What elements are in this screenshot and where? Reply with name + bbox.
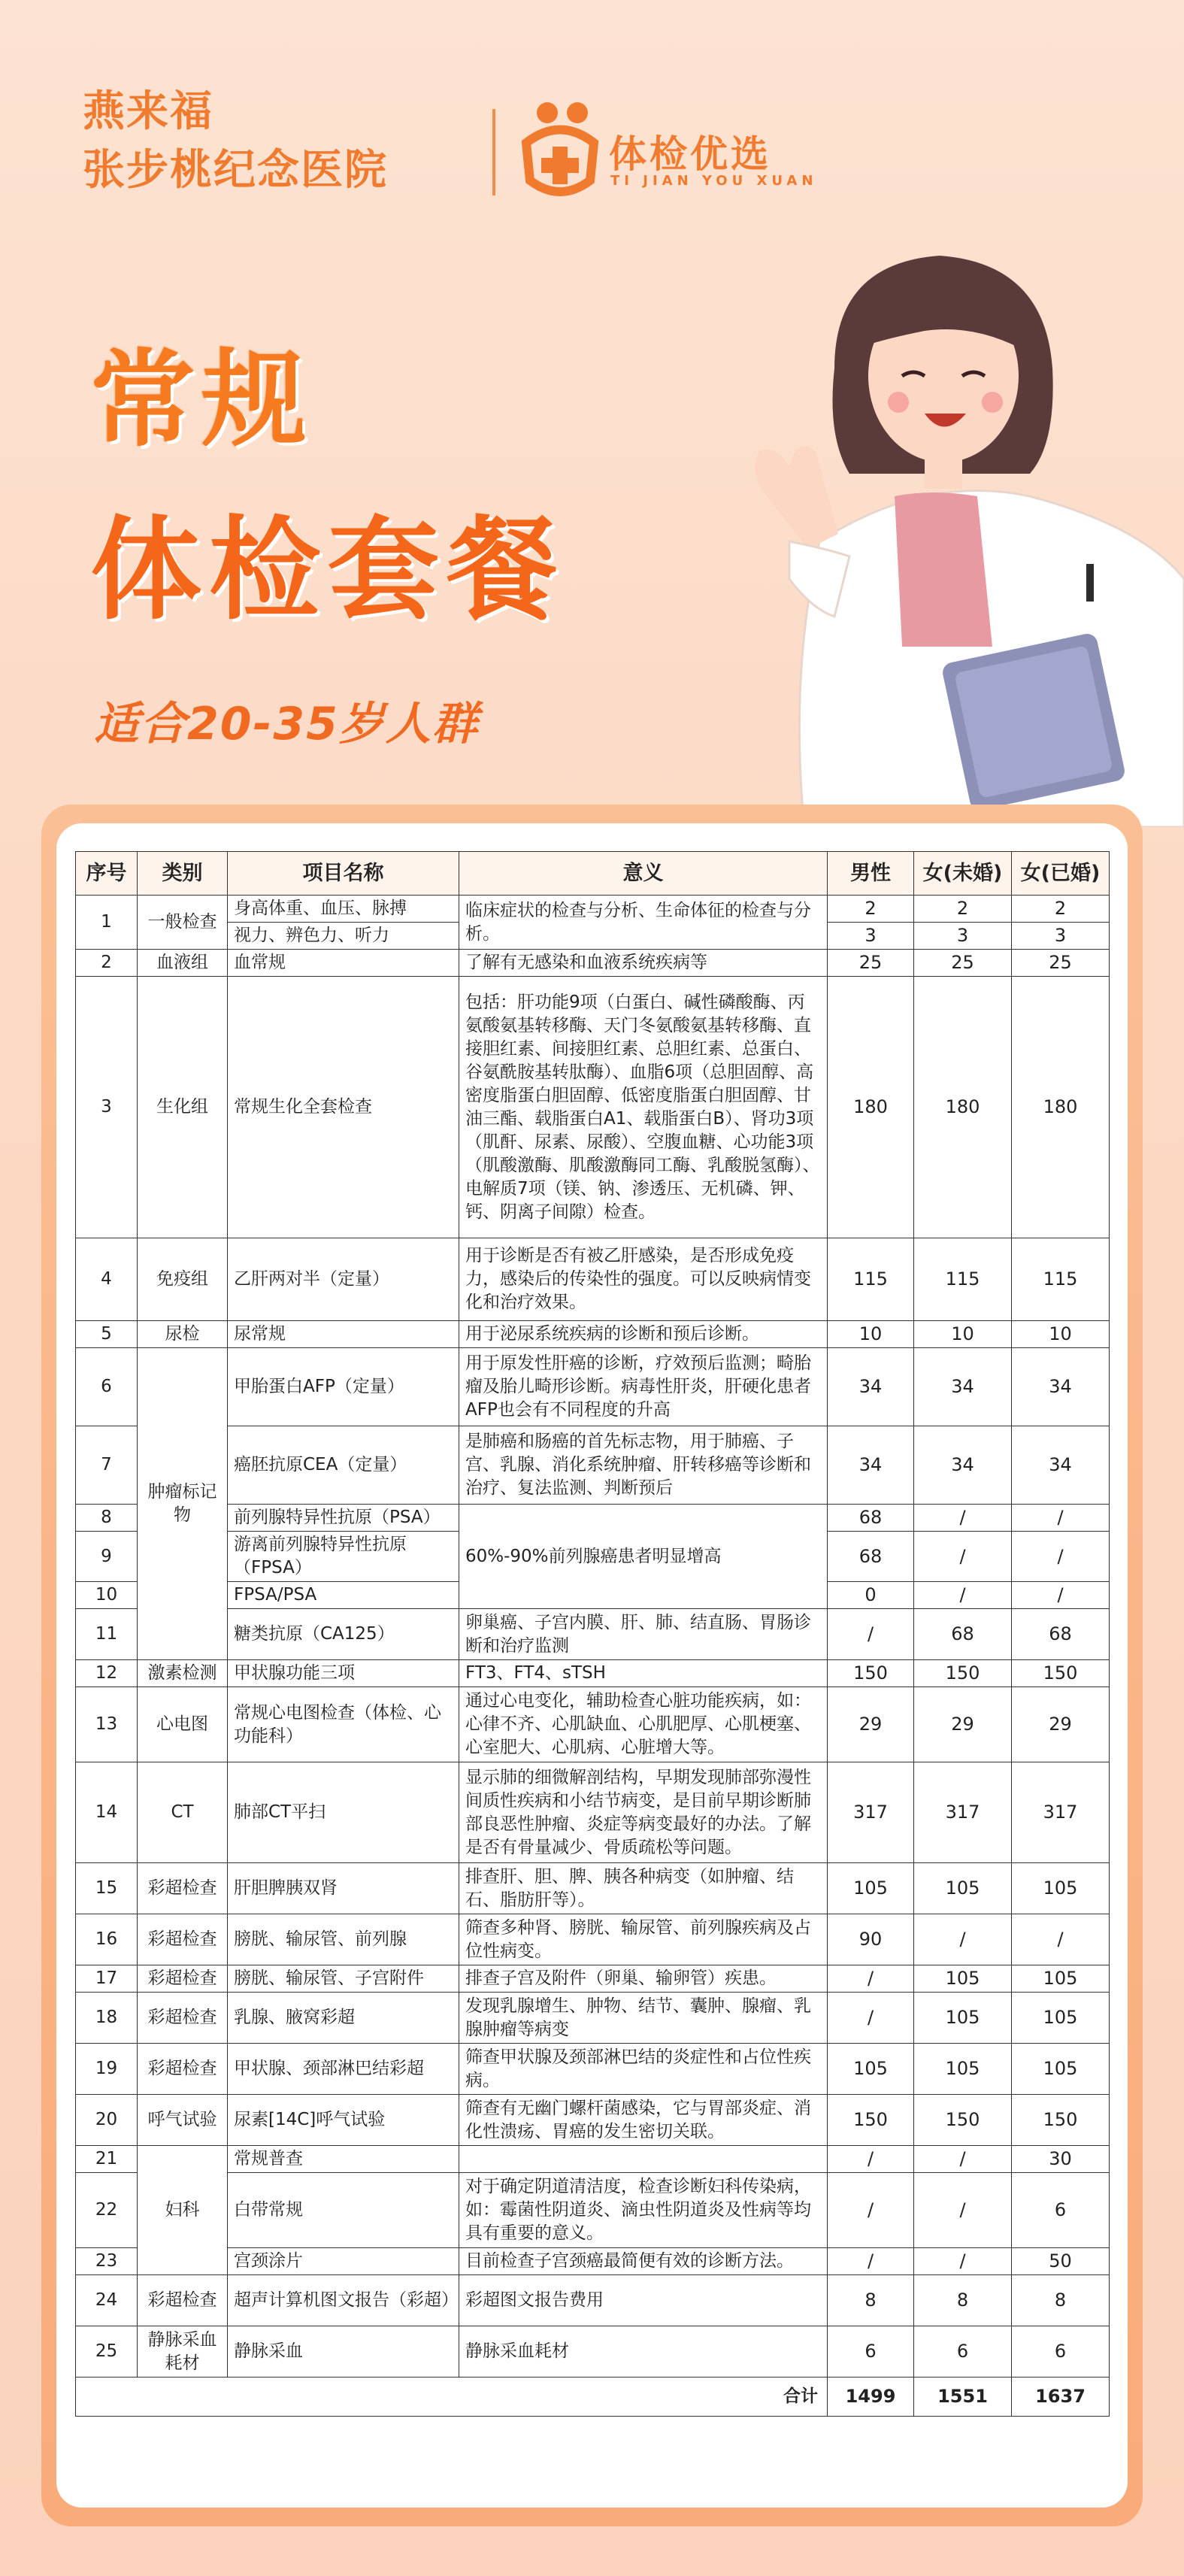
row-meaning: 发现乳腺增生、肿物、结节、囊肿、腺瘤、乳腺肿瘤等病变 xyxy=(459,1993,828,2044)
row-item: 游离前列腺特异性抗原（FPSA） xyxy=(228,1532,459,1582)
row-no: 14 xyxy=(76,1762,138,1863)
row-female-married: 50 xyxy=(1012,2248,1110,2275)
row-no: 3 xyxy=(76,977,138,1238)
row-no: 12 xyxy=(76,1660,138,1687)
table-row xyxy=(76,1762,1110,1863)
row-male: 34 xyxy=(828,1348,914,1426)
row-female-married: 6 xyxy=(1012,2326,1110,2377)
header-female-married: 女(已婚) xyxy=(1012,852,1110,896)
row-category: 呼气试验 xyxy=(138,2095,228,2146)
row-female-married: 2 xyxy=(1012,896,1110,923)
row-category: 尿检 xyxy=(138,1321,228,1348)
row-male: 68 xyxy=(828,1505,914,1532)
table-row xyxy=(76,2173,1110,2248)
row-item: 膀胱、输尿管、前列腺 xyxy=(228,1914,459,1965)
row-no: 13 xyxy=(76,1687,138,1762)
row-meaning: 排查子宫及附件（卵巢、输卵管）疾患。 xyxy=(459,1965,828,1993)
row-category: 彩超检查 xyxy=(138,1965,228,1993)
table-row xyxy=(76,1863,1110,1914)
total-male: 1499 xyxy=(828,2377,914,2417)
row-female-married: 68 xyxy=(1012,1609,1110,1660)
row-category: 彩超检查 xyxy=(138,1863,228,1914)
row-female-married: 150 xyxy=(1012,2095,1110,2146)
table-row xyxy=(76,1609,1110,1660)
header-no: 序号 xyxy=(76,852,138,896)
row-male: / xyxy=(828,2146,914,2173)
header xyxy=(83,83,910,211)
row-category: 彩超检查 xyxy=(138,2044,228,2095)
table-row xyxy=(76,896,1110,923)
row-meaning: 用于诊断是否有被乙肝感染，是否形成免疫力，感染后的传染性的强度。可以反映病情变化和治疗效果。 xyxy=(459,1238,828,1321)
row-item: 血常规 xyxy=(228,950,459,977)
row-item: 视力、辨色力、听力 xyxy=(228,923,459,950)
hospital-name-line2: 张步桃纪念医院 xyxy=(83,146,388,195)
header-category: 类别 xyxy=(138,852,228,896)
row-no: 7 xyxy=(76,1426,138,1505)
row-female-unmarried: 180 xyxy=(914,977,1012,1238)
row-category: 一般检查 xyxy=(138,896,228,950)
row-meaning: 60%-90%前列腺癌患者明显增高 xyxy=(459,1505,828,1609)
row-female-married: 150 xyxy=(1012,1660,1110,1687)
table-row xyxy=(76,977,1110,1238)
row-male: 8 xyxy=(828,2275,914,2326)
row-male: / xyxy=(828,1993,914,2044)
row-meaning: 筛查多种肾、膀胱、输尿管、前列腺疾病及占位性病变。 xyxy=(459,1914,828,1965)
row-meaning: 目前检查子宫颈癌最简便有效的诊断方法。 xyxy=(459,2248,828,2275)
header-meaning: 意义 xyxy=(459,852,828,896)
row-item: FPSA/PSA xyxy=(228,1582,459,1609)
row-male: 34 xyxy=(828,1426,914,1505)
row-male: 317 xyxy=(828,1762,914,1863)
row-male: 68 xyxy=(828,1532,914,1582)
row-meaning: 对于确定阴道清洁度，检查诊断妇科传染病，如：霉菌性阴道炎、滴虫性阴道炎及性病等均具有重要的意义。 xyxy=(459,2173,828,2248)
row-no: 17 xyxy=(76,1965,138,1993)
row-female-unmarried: / xyxy=(914,1505,1012,1532)
row-meaning: 包括：肝功能9项（白蛋白、碱性磷酸酶、丙氨酸氨基转移酶、天门冬氨酸氨基转移酶、直接胆红素、间接胆红素、总胆红素、总蛋白、谷氨酰胺基转肽酶）、血脂6项（总胆固醇、高密度脂蛋白胆固醇、低密度脂蛋白胆固醇、甘油三酯、载脂蛋白A1、载脂蛋白B）、肾功3项（肌酐、尿素、尿酸）、空腹血糖、心功能3项（肌酸激酶、肌酸激酶同工酶、乳酸脱氢酶）、电解质7项（镁、钠、渗透压、无机磷、钾、钙、阴离子间隙）检查。 xyxy=(459,977,828,1238)
table-row xyxy=(76,1914,1110,1965)
row-no: 15 xyxy=(76,1863,138,1914)
row-item: 癌胚抗原CEA（定量） xyxy=(228,1426,459,1505)
row-meaning: 用于泌尿系统疾病的诊断和预后诊断。 xyxy=(459,1321,828,1348)
row-female-married: 105 xyxy=(1012,1863,1110,1914)
row-female-unmarried: / xyxy=(914,2248,1012,2275)
row-no: 22 xyxy=(76,2173,138,2248)
row-item: 静脉采血 xyxy=(228,2326,459,2377)
row-no: 5 xyxy=(76,1321,138,1348)
row-female-married: / xyxy=(1012,1582,1110,1609)
row-category: 彩超检查 xyxy=(138,1993,228,2044)
brand-name: 体检优选 xyxy=(609,132,771,176)
row-female-unmarried: 10 xyxy=(914,1321,1012,1348)
row-female-married: 3 xyxy=(1012,923,1110,950)
row-no: 16 xyxy=(76,1914,138,1965)
row-meaning: 显示肺的细微解剖结构，早期发现肺部弥漫性间质性疾病和小结节病变，是目前早期诊断肺部良恶性肿瘤、炎症等病变最好的办法。了解是否有骨量减少、骨质疏松等问题。 xyxy=(459,1762,828,1863)
row-meaning: 静脉采血耗材 xyxy=(459,2326,828,2377)
total-female-married: 1637 xyxy=(1012,2377,1110,2417)
row-male: / xyxy=(828,2248,914,2275)
row-category: 心电图 xyxy=(138,1687,228,1762)
row-meaning: 了解有无感染和血液系统疾病等 xyxy=(459,950,828,977)
total-label: 合计 xyxy=(76,2377,828,2417)
row-female-married: 105 xyxy=(1012,2044,1110,2095)
row-female-married: 8 xyxy=(1012,2275,1110,2326)
row-category: 彩超检查 xyxy=(138,1914,228,1965)
row-category: 静脉采血耗材 xyxy=(138,2326,228,2377)
row-no: 11 xyxy=(76,1609,138,1660)
table-row xyxy=(76,2275,1110,2326)
header-item: 项目名称 xyxy=(228,852,459,896)
row-no: 23 xyxy=(76,2248,138,2275)
row-item: 甲状腺、颈部淋巴结彩超 xyxy=(228,2044,459,2095)
row-item: 肺部CT平扫 xyxy=(228,1762,459,1863)
row-male: / xyxy=(828,1609,914,1660)
row-female-married: 34 xyxy=(1012,1348,1110,1426)
row-item: 甲胎蛋白AFP（定量） xyxy=(228,1348,459,1426)
hero-title-line1: 常规 xyxy=(90,339,313,462)
row-male: 150 xyxy=(828,2095,914,2146)
table-row xyxy=(76,950,1110,977)
row-female-unmarried: 29 xyxy=(914,1687,1012,1762)
row-female-unmarried: / xyxy=(914,1532,1012,1582)
row-male: 0 xyxy=(828,1582,914,1609)
row-female-unmarried: / xyxy=(914,1914,1012,1965)
row-category: 免疫组 xyxy=(138,1238,228,1321)
row-female-unmarried: 105 xyxy=(914,1863,1012,1914)
row-female-married: 30 xyxy=(1012,2146,1110,2173)
row-male: 150 xyxy=(828,1660,914,1687)
row-category: 彩超检查 xyxy=(138,2275,228,2326)
row-meaning: 卵巢癌、子宫内膜、肝、肺、结直肠、胃肠诊断和治疗监测 xyxy=(459,1609,828,1660)
row-no: 1 xyxy=(76,896,138,950)
row-female-married: 180 xyxy=(1012,977,1110,1238)
row-meaning: 筛查有无幽门螺杆菌感染，它与胃部炎症、消化性溃疡、胃癌的发生密切关联。 xyxy=(459,2095,828,2146)
row-female-unmarried: 150 xyxy=(914,2095,1012,2146)
row-meaning: 通过心电变化，辅助检查心脏功能疾病，如：心律不齐、心肌缺血、心肌肥厚、心肌梗塞、心室肥大、心肌病、心脏增大等。 xyxy=(459,1687,828,1762)
row-female-unmarried: 105 xyxy=(914,1993,1012,2044)
row-category: 激素检测 xyxy=(138,1660,228,1687)
header-female-unmarried: 女(未婚) xyxy=(914,852,1012,896)
row-female-unmarried: 105 xyxy=(914,2044,1012,2095)
row-no: 25 xyxy=(76,2326,138,2377)
row-no: 8 xyxy=(76,1505,138,1532)
table-row xyxy=(76,2248,1110,2275)
row-meaning: 临床症状的检查与分析、生命体征的检查与分析。 xyxy=(459,896,828,950)
row-female-married: 34 xyxy=(1012,1426,1110,1505)
row-male: / xyxy=(828,1965,914,1993)
row-female-unmarried: / xyxy=(914,2173,1012,2248)
row-female-unmarried: 317 xyxy=(914,1762,1012,1863)
table-row xyxy=(76,1993,1110,2044)
table-row xyxy=(76,1660,1110,1687)
package-table xyxy=(75,851,1110,2417)
row-female-unmarried: 105 xyxy=(914,1965,1012,1993)
row-female-married: 105 xyxy=(1012,1965,1110,1993)
table-header-row xyxy=(76,852,1110,896)
row-female-married: 6 xyxy=(1012,2173,1110,2248)
row-category: 生化组 xyxy=(138,977,228,1238)
table-row xyxy=(76,1505,1110,1532)
row-meaning xyxy=(459,2146,828,2173)
row-item: 身高体重、血压、脉搏 xyxy=(228,896,459,923)
row-female-unmarried: 34 xyxy=(914,1348,1012,1426)
hospital-name-line1: 燕来福 xyxy=(83,87,213,136)
row-item: 乙肝两对半（定量） xyxy=(228,1238,459,1321)
row-male: / xyxy=(828,2173,914,2248)
row-male: 180 xyxy=(828,977,914,1238)
row-female-married: 25 xyxy=(1012,950,1110,977)
table-row xyxy=(76,2044,1110,2095)
row-female-unmarried: 2 xyxy=(914,896,1012,923)
row-female-married: / xyxy=(1012,1532,1110,1582)
table-row xyxy=(76,2326,1110,2377)
row-category: 肿瘤标记物 xyxy=(138,1348,228,1660)
row-item: 常规生化全套检查 xyxy=(228,977,459,1238)
row-item: 尿常规 xyxy=(228,1321,459,1348)
row-female-unmarried: 115 xyxy=(914,1238,1012,1321)
row-male: 115 xyxy=(828,1238,914,1321)
table-row xyxy=(76,1426,1110,1505)
row-female-married: 115 xyxy=(1012,1238,1110,1321)
row-female-unmarried: 68 xyxy=(914,1609,1012,1660)
header-male: 男性 xyxy=(828,852,914,896)
row-female-unmarried: 6 xyxy=(914,2326,1012,2377)
table-row xyxy=(76,1348,1110,1426)
row-no: 2 xyxy=(76,950,138,977)
row-item: 糖类抗原（CA125） xyxy=(228,1609,459,1660)
table-row xyxy=(76,1321,1110,1348)
row-female-unmarried: 34 xyxy=(914,1426,1012,1505)
row-female-married: / xyxy=(1012,1505,1110,1532)
table-row xyxy=(76,2146,1110,2173)
row-no: 20 xyxy=(76,2095,138,2146)
row-item: 超声计算机图文报告（彩超） xyxy=(228,2275,459,2326)
row-item: 前列腺特异性抗原（PSA） xyxy=(228,1505,459,1532)
row-meaning: 排查肝、胆、脾、胰各种病变（如肿瘤、结石、脂肪肝等）。 xyxy=(459,1863,828,1914)
hero-subtitle: 适合20-35岁人群 xyxy=(94,698,479,750)
row-female-unmarried: 8 xyxy=(914,2275,1012,2326)
header-divider xyxy=(492,109,495,195)
row-meaning: FT3、FT4、sTSH xyxy=(459,1660,828,1687)
row-item: 肝胆脾胰双肾 xyxy=(228,1863,459,1914)
row-female-married: 29 xyxy=(1012,1687,1110,1762)
row-female-married: 10 xyxy=(1012,1321,1110,1348)
row-meaning: 用于原发性肝癌的诊断，疗效预后监测；畸胎瘤及胎儿畸形诊断。病毒性肝炎，肝硬化患者AFP也会有不同程度的升高 xyxy=(459,1348,828,1426)
row-item: 常规普查 xyxy=(228,2146,459,2173)
total-row xyxy=(76,2377,1110,2417)
row-item: 宫颈涂片 xyxy=(228,2248,459,2275)
row-female-married: 317 xyxy=(1012,1762,1110,1863)
row-male: 105 xyxy=(828,1863,914,1914)
row-item: 常规心电图检查（体检、心功能科） xyxy=(228,1687,459,1762)
row-male: 25 xyxy=(828,950,914,977)
row-no: 9 xyxy=(76,1532,138,1582)
row-male: 6 xyxy=(828,2326,914,2377)
row-no: 21 xyxy=(76,2146,138,2173)
row-no: 24 xyxy=(76,2275,138,2326)
table-row xyxy=(76,2095,1110,2146)
table-row xyxy=(76,1687,1110,1762)
row-male: 2 xyxy=(828,896,914,923)
brand-pinyin: TI JIAN YOU XUAN xyxy=(610,173,818,189)
row-female-married: 105 xyxy=(1012,1993,1110,2044)
table-row xyxy=(76,1965,1110,1993)
row-meaning: 彩超图文报告费用 xyxy=(459,2275,828,2326)
doctor-illustration xyxy=(677,226,1184,827)
row-male: 105 xyxy=(828,2044,914,2095)
row-meaning: 筛查甲状腺及颈部淋巴结的炎症性和占位性疾病。 xyxy=(459,2044,828,2095)
total-female-unmarried: 1551 xyxy=(914,2377,1012,2417)
row-male: 90 xyxy=(828,1914,914,1965)
row-meaning: 是肺癌和肠癌的首先标志物，用于肺癌、子宫、乳腺、消化系统肿瘤、肝转移癌等诊断和治疗、复法监测、判断预后 xyxy=(459,1426,828,1505)
row-item: 尿素[14C]呼气试验 xyxy=(228,2095,459,2146)
row-female-unmarried: 150 xyxy=(914,1660,1012,1687)
row-female-unmarried: 3 xyxy=(914,923,1012,950)
row-male: 3 xyxy=(828,923,914,950)
row-no: 18 xyxy=(76,1993,138,2044)
row-male: 10 xyxy=(828,1321,914,1348)
table-row xyxy=(76,1238,1110,1321)
row-female-unmarried: / xyxy=(914,1582,1012,1609)
row-female-unmarried: 25 xyxy=(914,950,1012,977)
row-male: 29 xyxy=(828,1687,914,1762)
row-item: 膀胱、输尿管、子宫附件 xyxy=(228,1965,459,1993)
row-no: 10 xyxy=(76,1582,138,1609)
row-category: 血液组 xyxy=(138,950,228,977)
row-female-unmarried: / xyxy=(914,2146,1012,2173)
brand-logo-icon xyxy=(519,90,601,203)
row-item: 甲状腺功能三项 xyxy=(228,1660,459,1687)
row-item: 乳腺、腋窝彩超 xyxy=(228,1993,459,2044)
row-item: 白带常规 xyxy=(228,2173,459,2248)
row-no: 6 xyxy=(76,1348,138,1426)
row-no: 19 xyxy=(76,2044,138,2095)
row-category: 妇科 xyxy=(138,2146,228,2275)
row-no: 4 xyxy=(76,1238,138,1321)
hero-title-line2: 体检套餐 xyxy=(90,505,565,635)
row-female-married: / xyxy=(1012,1914,1110,1965)
row-category: CT xyxy=(138,1762,228,1863)
